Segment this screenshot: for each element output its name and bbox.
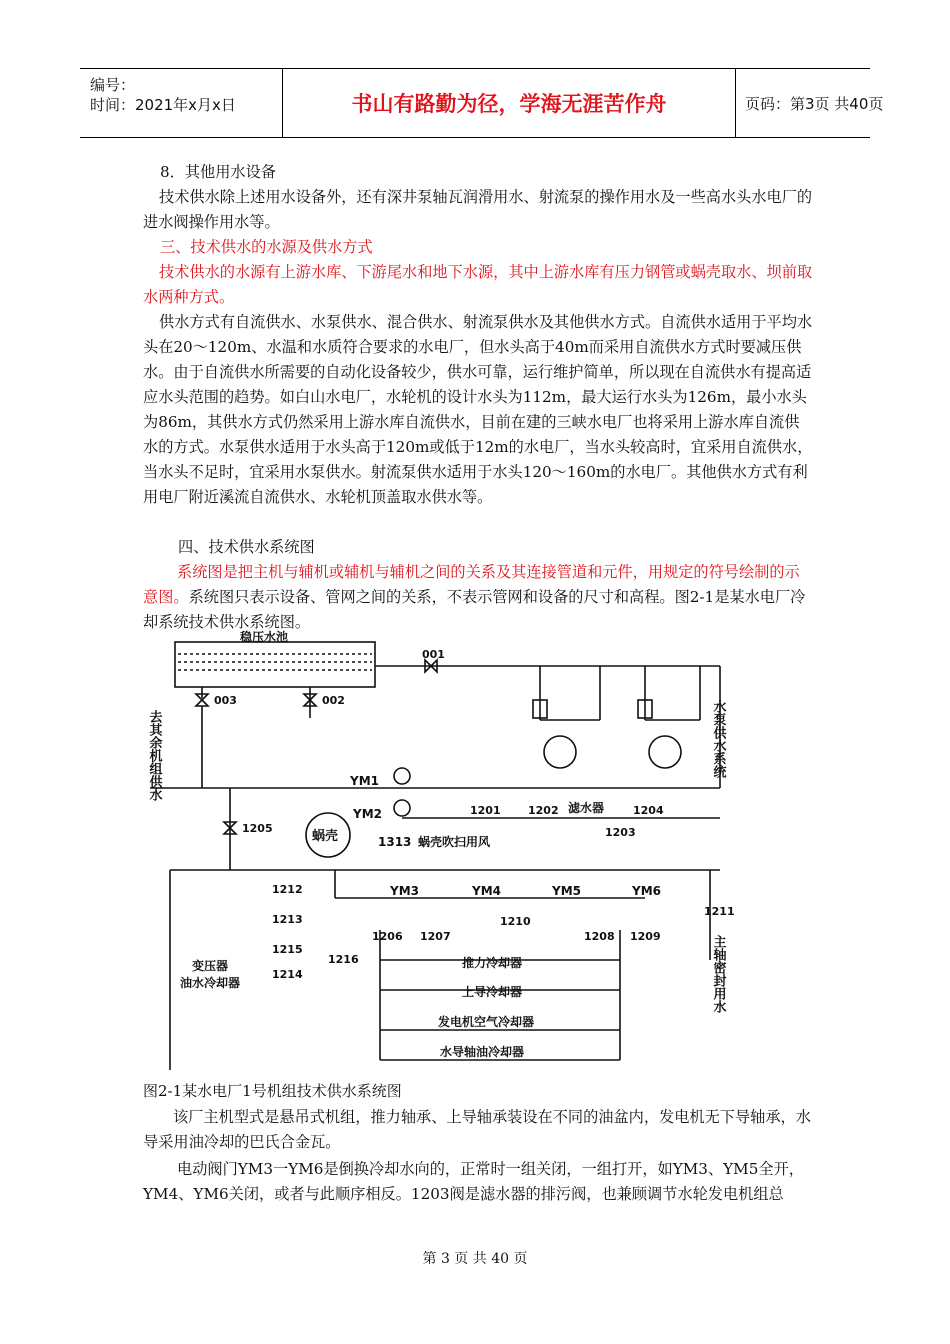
tank-label: 稳压水池 xyxy=(240,630,289,644)
valve-1202-label: 1202 xyxy=(528,804,559,817)
paragraph-other-equipment: 技术供水除上述用水设备外，还有深井泵轴瓦润滑用水、射流泵的操作用水及一些高水头水电厂的进水阀操作用水等。 xyxy=(143,188,813,231)
pump-system-label: 水泵供水系统 xyxy=(710,700,726,778)
paragraph-valves: 电动阀门YM3一YM6是倒换冷却水向的，正常时一组关闭，一组打开，如YM3、YM5全开，YM4、YM6关闭，或者与此顺序相反。1203阀是滤水器的排污阀，也兼顾调节水轮发电机组总 xyxy=(143,1160,804,1203)
paragraph-unit-type: 该厂主机型式是悬吊式机组，推力轴承、上导轴承装设在不同的油盆内，发电机无下导轴承，水导采用油冷却的巴氏合金瓦。 xyxy=(143,1108,811,1151)
section-3-heading: 三、技术供水的水源及供水方式 xyxy=(160,238,373,256)
valve-002-label: 002 xyxy=(322,694,345,707)
upper-guide-cooler-label: 上导冷却器 xyxy=(462,985,523,999)
paragraph-supply-modes: 供水方式有自流供水、水泵供水、混合供水、射流泵供水及其他供水方式。自流供水适用于平均水头在20～120m、水温和水质符合要求的水电厂，但水头高于40m而采用自流供水方式时要减压供水。由于自流供水所需要的自动化设备较少，供水可靠，运行维护简单，所以现在自流供水有提高适应水头范围的趋势。如白山水电厂，水轮机的设计水头为112m，最大运行水头为126m，最小水头为86m，其供水方式仍然采用上游水库自流供水，目前在建的三峡水电厂也将采用上游水库自流供水的方式。水泵供水适用于水头高于120m或低于12m的水电厂，当水头较高时，宜采用自流供水，当水头不足时，宜采用水泵供水。射流泵供水适用于水头120～160m的水电厂。其他供水方式有利用电厂附近溪流自流供水、水轮机顶盖取水供水等。 xyxy=(143,313,813,506)
other-units-label: 去其余机组供水 xyxy=(146,710,162,801)
valve-1313-label: 1313 xyxy=(378,835,412,849)
page-header xyxy=(80,68,884,138)
valve-1208-label: 1208 xyxy=(584,930,615,943)
filter-label: 滤水器 xyxy=(568,801,605,815)
ym2-motor xyxy=(394,800,410,816)
section-4-heading: 四、技术供水系统图 xyxy=(178,538,315,556)
ym3-label: YM3 xyxy=(390,884,419,898)
valve-1206-label: 1206 xyxy=(372,930,403,943)
paragraph-water-sources: 技术供水的水源有上游水库、下游尾水和地下水源，其中上游水库有压力钢管或蜗壳取水、坝前取水两种方式。 xyxy=(143,263,813,306)
ym1-label: YM1 xyxy=(350,774,379,788)
valve-1211-label: 1211 xyxy=(704,905,735,918)
valve-1214-label: 1214 xyxy=(272,968,303,981)
volute-blow-label: 蜗壳吹扫用风 xyxy=(418,835,491,849)
number-label: 编号： xyxy=(90,76,136,94)
diagram-intro-text: 系统图只表示设备、管网之间的关系，不表示管网和设备的尺寸和高程。图2-1是某水电厂冷却系统技术供水系统图。 xyxy=(143,588,806,631)
pump-unit-2 xyxy=(638,666,700,768)
time-label: 时间：2021年x月x日 xyxy=(90,96,236,114)
ym2-label: YM2 xyxy=(353,807,382,821)
valve-001-label: 001 xyxy=(422,648,445,661)
valve-1216-label: 1216 xyxy=(328,953,359,966)
header-left xyxy=(80,69,283,137)
water-guide-cooler-label: 水导轴油冷却器 xyxy=(440,1045,525,1059)
motto: 书山有路勤为径，学海无涯苦作舟 xyxy=(283,69,736,137)
valve-1205-label: 1205 xyxy=(242,822,273,835)
pressure-tank xyxy=(175,630,375,687)
page-label: 页码：第3页 共40页 xyxy=(745,94,884,113)
valve-1204-label: 1204 xyxy=(633,804,664,817)
valve-1201-label: 1201 xyxy=(470,804,501,817)
transformer-label: 变压器 xyxy=(192,959,229,973)
ym1-motor xyxy=(394,768,410,784)
figure-caption: 图2-1某水电厂1号机组技术供水系统图 xyxy=(143,1082,402,1100)
valve-003-label: 003 xyxy=(214,694,237,707)
valve-1207-label: 1207 xyxy=(420,930,451,943)
supply-system-diagram xyxy=(140,630,740,1075)
shaft-seal-label: 主轴密封用水 xyxy=(710,935,726,1013)
volute-label: 蜗壳 xyxy=(312,829,339,844)
page-footer: 第 3 页 共 40 页 xyxy=(422,1251,528,1267)
valve-1203-label: 1203 xyxy=(605,826,636,839)
section-8-heading: 8．其他用水设备 xyxy=(160,163,276,181)
gen-air-cooler-label: 发电机空气冷却器 xyxy=(438,1015,535,1029)
valve-1213-label: 1213 xyxy=(272,913,303,926)
ym4-label: YM4 xyxy=(472,884,501,898)
valve-1210-label: 1210 xyxy=(500,915,531,928)
valve-1215-label: 1215 xyxy=(272,943,303,956)
valve-1212-label: 1212 xyxy=(272,883,303,896)
pump-unit-1 xyxy=(533,666,600,768)
ym6-label: YM6 xyxy=(632,884,661,898)
valve-1209-label: 1209 xyxy=(630,930,661,943)
ym5-label: YM5 xyxy=(552,884,581,898)
oil-cooler-label: 油水冷却器 xyxy=(180,976,241,990)
paragraph-system-diagram xyxy=(143,560,813,635)
thrust-cooler-label: 推力冷却器 xyxy=(462,956,523,970)
definition-text: 系统图是把主机与辅机或辅机与辅机之间的关系及其连接管道和元件，用规定的符号绘制的示意图。 xyxy=(143,563,800,606)
